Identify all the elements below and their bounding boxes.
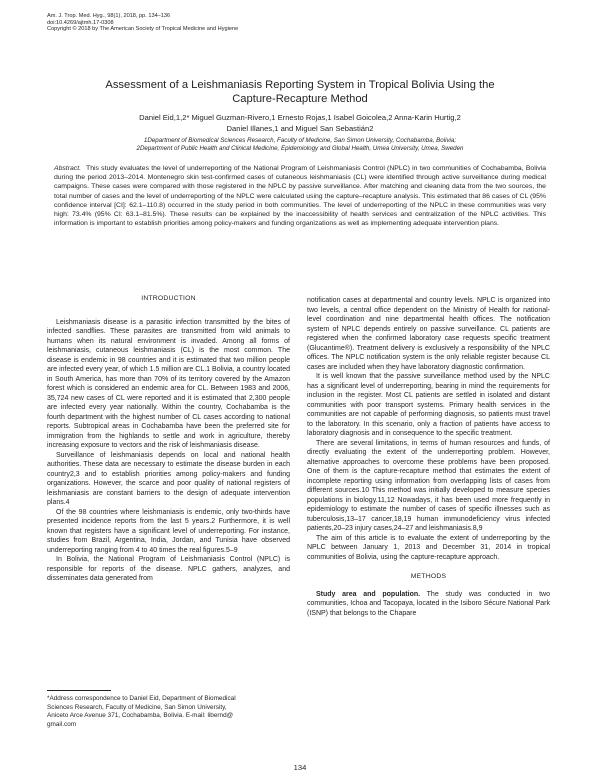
footnote-line-1: *Address correspondence to Daniel Eid, Department of Biomedical (47, 695, 236, 702)
methods-heading: METHODS (410, 573, 447, 580)
abstract-label: Abstract. (54, 165, 82, 172)
footnote-divider (47, 690, 111, 691)
author-list (60, 113, 540, 134)
intro-paragraph-1: Leishmaniasis disease is a parasitic infection transmitted by the bites of infected sandflies. These parasites are transmitted from wild animals to humans when its natural environment is invaded. Among all forms of leishmaniasis, cutaneous leishmaniasis (CL) is the most common. The disease is endemic in 98 countries and it is estimated that two million people are infected every year, of which 1.5 million are CL.1 Bolivia, a country located in South America, has more than 70% of its territory covered by the Amazon forest which is considered an endemic area for CL. Between 1983 and 2006, 35,724 new cases of CL were reported and it is estimated that 2,300 people are infected every year nationally. Within the country, Cochabamba is the fourth department with the highest number of CL cases according to national reports. Subtropical areas in Cochabamba have been the preferred site for immigration from the highlands to settle and work in agriculture, thereby increasing exposure to vectors and the risk of leishmaniasis disease. (47, 318, 290, 449)
journal-header (47, 13, 467, 33)
correspondence-footnote (47, 695, 290, 729)
copyright-line: Copyright © 2018 by The American Society of Tropical Medicine and Hygiene (47, 26, 239, 33)
right-column (307, 296, 550, 618)
footnote-line-4: gmail.com (47, 720, 77, 728)
intro-paragraph-2: Surveillance of leishmaniasis depends on local and national health authorities. These data are necessary to estimate the disease burden in each country2,3 and to establish priorities among policy-makers and funding organizations. However, the scarce and poor quality of national registers of leishmaniasis are constant barriers to the design of adequate intervention plans.4 (47, 451, 290, 506)
affiliations (40, 137, 560, 153)
study-area-runin: Study area and population. (316, 590, 421, 598)
footnote-line-2: Sciences Research, Faculty of Medicine, San Simon University, (47, 703, 227, 711)
intro-paragraph-6: It is well known that the passive surveillance method used by the NPLC has a significant level of underreporting, bearing in mind the requirements for inclusion in the register. Most CL patients are settled in isolated and distant communities with poor transport systems. Primary health services in the communities are not capable of performing diagnosis, so patients must travel to the laboratory. In this scenario, only a fraction of patients have access to laboratory diagnosis and in consequence to the specific treatment. (307, 373, 550, 437)
title-line-2: Capture-Recapture Method (232, 93, 368, 105)
introduction-heading: INTRODUCTION (141, 295, 196, 302)
methods-paragraph-1 (307, 590, 550, 619)
title-line-1: Assessment of a Leishmaniasis Reporting System in Tropical Bolivia Using the (105, 79, 495, 91)
intro-paragraph-8: The aim of this article is to evaluate the extent of underreporting by the NPLC between January 1, 2013 and December 31, 2014 in tropical communities of Bolivia, using the capture-recapture approach. (307, 534, 550, 561)
authors-line-2: Daniel Illanes,1 and Miguel San Sebastián2 (226, 123, 374, 133)
page-number: 134 (293, 763, 307, 772)
citation-line: Am. J. Trop. Med. Hyg., 98(1), 2018, pp. 134–136 (47, 13, 171, 19)
intro-paragraph-5: notification cases at departmental and country levels. NPLC is organized into two levels, a central office dependent on the Ministry of Health for national-level coordination and nine departmental health offices. The notification system of NPLC depends entirely on passive surveillance. CL patients are registered when the confirmed laboratory case requests specific treatment (Glucantime®). Treatment delivery is exclusively a responsibility of the NPLC offices. The NPLC notification system is the only reliable register because CL cases are included when they have laboratory diagnostic confirmation. (307, 297, 550, 371)
left-column (47, 294, 290, 584)
abstract (54, 164, 546, 228)
article-title (60, 78, 540, 106)
intro-paragraph-3: Of the 98 countries where leishmaniasis is endemic, only two-thirds have presented incidence reports from the last 5 years.2 Furthermore, it is well known that registers have a significant level of underreporting. For instance, studies from Brazil, Argentina, India, Jordan, and Tunisia have observed underreporting ranging from 4 to 40 times the real figures.5–9 (47, 508, 290, 554)
affiliation-1: 1Department of Biomedical Sciences Research, Faculty of Medicine, San Simon University, Cochabamba, Bolivia; (143, 137, 457, 144)
intro-paragraph-7: There are several limitations, in terms of human resources and funds, of directly evaluating the extent of the underreporting problem. However, alternative approaches to overcome these problems have been proposed. One of them is the capture-recapture method that estimates the extent of incomplete reporting using information from overlapping lists of cases from different sources.10 This method was initially developed to measure species populations in biology.11,12 Nowadays, it has been used more frequently in epidemiology to estimate the number of cases of specific illnesses such as tuberculosis,13–17 cancer,18,19 human immunodeficiency virus infected patients,20–23 injury cases,24–27 and leishmaniasis.8,9 (307, 439, 550, 532)
authors-line-1: Daniel Eid,1,2* Miguel Guzman-Rivero,1 Ernesto Rojas,1 Isabel Goicolea,2 Anna-Karin Hurtig,2 (139, 113, 461, 122)
abstract-text: This study evaluates the level of underreporting of the National Program of Leishmaniasis Control (NPLC) in two communities of Cochabamba, Bolivia during the period 2013–2014. Montenegro skin test-confirmed cases of cutaneous leishmaniasis (CL) were identified through active surveillance during medical campaigns. These cases were compared with those registered in the NPLC by passive surveillance. After matching and cleaning data from the two sources, the total number of cases and the level of underreporting of the NPLC were calculated using the capture–recapture analysis. This estimated that 86 cases of CL (95% confidence interval [CI]: 62.1–110.8) occurred in the study period in both communities. The level of underreporting of the NPLC in these communities was very high: 73.4% (95% CI: 63.1–81.5%). These results can be explained by the inaccessibility of health services and centralization of the NPLC activities. This information is important to establish priorities among policy-makers and funding organizations as well as implementing adequate intervention plans. (54, 165, 546, 228)
intro-paragraph-4: In Bolivia, the National Program of Leishmaniasis Control (NPLC) is responsible for reports of the disease. NPLC gathers, analyzes, and disseminates data generated from (47, 556, 290, 582)
study-area-text: The study was conducted in two communities, Ichoa and Tacopaya, located in the Isiboro Sécure National Park (ISNP) that belongs to the Chapare (307, 590, 550, 617)
footnote-line-3: Aniceto Arce Avenue 371, Cochabamba, Bolivia. E-mail: libernd@ (47, 712, 234, 720)
doi-line: doi:10.4269/ajtmh.17-0308 (47, 19, 114, 26)
affiliation-2: 2Department of Public Health and Clinical Medicine, Epidemiology and Global Health, Umea University, Umea, Sweden (136, 145, 464, 153)
